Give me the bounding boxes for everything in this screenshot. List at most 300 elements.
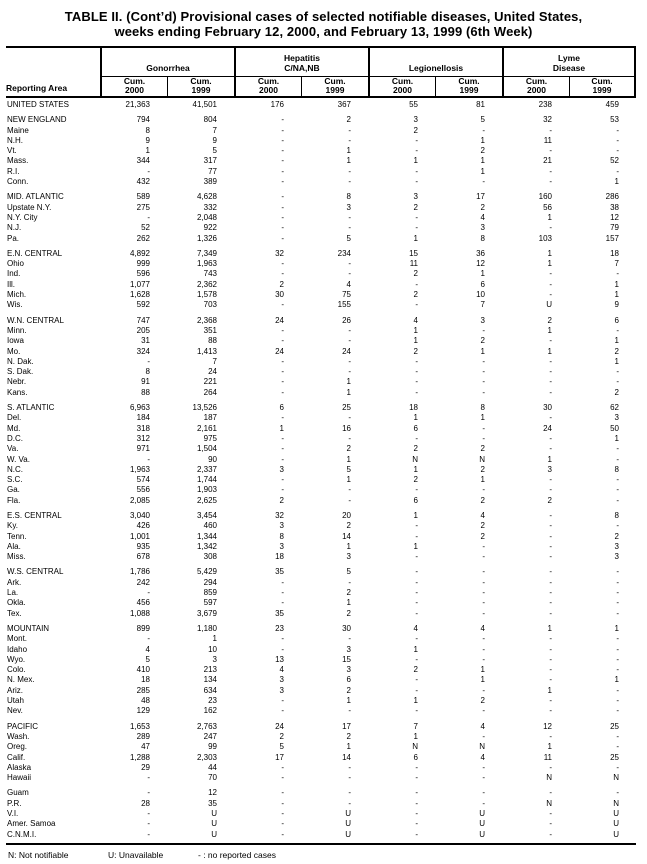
reporting-area-cell: Ark. bbox=[7, 577, 22, 587]
value-cell: - bbox=[415, 654, 418, 664]
column-group-lyme-disease: Lyme Disease bbox=[502, 48, 636, 77]
value-cell: - bbox=[549, 146, 552, 156]
value-cell: - bbox=[549, 433, 552, 443]
reporting-area-cell: Ky. bbox=[7, 521, 18, 531]
value-cell: - bbox=[281, 433, 284, 443]
value-cell: - bbox=[482, 608, 485, 618]
value-cell: 8 bbox=[279, 531, 284, 541]
value-cell: 21,363 bbox=[125, 100, 150, 109]
value-cell: 6 bbox=[279, 403, 284, 413]
value-cell: 32 bbox=[275, 510, 284, 520]
value-cell: - bbox=[482, 367, 485, 377]
value-cell: - bbox=[549, 654, 552, 664]
value-cell: - bbox=[549, 696, 552, 706]
table-row-w-n-central bbox=[6, 316, 636, 326]
table-row-upstate-n-y bbox=[6, 203, 636, 213]
table-row-w-va bbox=[6, 455, 636, 465]
value-cell: - bbox=[549, 387, 552, 397]
value-cell: - bbox=[348, 135, 351, 145]
table-row-vt bbox=[6, 146, 636, 156]
value-cell: 242 bbox=[136, 577, 150, 587]
table-row-ind bbox=[6, 269, 636, 279]
value-cell: 1 bbox=[614, 433, 619, 443]
value-cell: - bbox=[281, 475, 284, 485]
value-cell: 2 bbox=[480, 696, 485, 706]
value-cell: 2 bbox=[346, 731, 351, 741]
value-cell: - bbox=[281, 829, 284, 839]
value-cell: 1,963 bbox=[129, 464, 150, 474]
value-cell: - bbox=[616, 325, 619, 335]
value-cell: 13,526 bbox=[192, 403, 217, 413]
value-cell: - bbox=[281, 125, 284, 135]
value-cell: - bbox=[281, 223, 284, 233]
value-cell: - bbox=[348, 634, 351, 644]
value-cell: - bbox=[549, 290, 552, 300]
value-cell: - bbox=[415, 588, 418, 598]
value-cell: - bbox=[147, 809, 150, 818]
value-cell: 3 bbox=[346, 644, 351, 654]
value-cell: - bbox=[415, 146, 418, 156]
value-cell: 1,077 bbox=[129, 279, 150, 289]
value-cell: - bbox=[348, 367, 351, 377]
value-cell: - bbox=[482, 598, 485, 608]
value-cell: U bbox=[211, 819, 217, 829]
value-cell: 975 bbox=[203, 433, 217, 443]
value-cell: 32 bbox=[543, 115, 552, 125]
value-cell: 2 bbox=[547, 315, 552, 325]
value-cell: 935 bbox=[136, 541, 150, 551]
value-cell: 1,786 bbox=[129, 567, 150, 577]
reporting-area-cell: S.C. bbox=[7, 475, 23, 485]
value-cell: - bbox=[281, 819, 284, 829]
value-cell: 1,744 bbox=[196, 475, 217, 485]
table-row-mont bbox=[6, 634, 636, 644]
value-cell: - bbox=[482, 125, 485, 135]
reporting-area-cell: Ga. bbox=[7, 485, 20, 495]
value-cell: 2 bbox=[480, 531, 485, 541]
table-section bbox=[6, 722, 636, 784]
value-cell: 1 bbox=[212, 634, 217, 644]
table-row-s-atlantic bbox=[6, 403, 636, 413]
value-cell: 5 bbox=[346, 233, 351, 243]
value-cell: 1 bbox=[279, 423, 284, 433]
value-cell: 4 bbox=[480, 721, 485, 731]
value-cell: N bbox=[546, 773, 552, 783]
reporting-area-cell: V.I. bbox=[7, 809, 19, 818]
table-header bbox=[6, 46, 636, 98]
value-cell: - bbox=[415, 377, 418, 387]
reporting-area-cell: Minn. bbox=[7, 325, 27, 335]
value-cell: - bbox=[549, 598, 552, 608]
table-row-hawaii bbox=[6, 773, 636, 783]
value-cell: 589 bbox=[136, 192, 150, 202]
table-row-ill bbox=[6, 280, 636, 290]
table-row-idaho bbox=[6, 645, 636, 655]
value-cell: - bbox=[147, 166, 150, 176]
value-cell: 48 bbox=[141, 696, 150, 706]
value-cell: - bbox=[147, 788, 150, 798]
value-cell: 1,326 bbox=[196, 233, 217, 243]
value-cell: 12 bbox=[476, 259, 485, 269]
value-cell: 18 bbox=[275, 552, 284, 562]
value-cell: - bbox=[549, 475, 552, 485]
value-cell: - bbox=[415, 433, 418, 443]
value-cell: 1 bbox=[547, 454, 552, 464]
value-cell: 456 bbox=[136, 598, 150, 608]
reporting-area-cell: Ala. bbox=[7, 541, 21, 551]
value-cell: 62 bbox=[610, 403, 619, 413]
value-cell: 1 bbox=[413, 336, 418, 346]
value-cell: 1 bbox=[346, 541, 351, 551]
value-cell: U bbox=[613, 829, 619, 839]
value-cell: - bbox=[549, 269, 552, 279]
value-cell: 332 bbox=[203, 202, 217, 212]
value-cell: - bbox=[281, 485, 284, 495]
value-cell: - bbox=[549, 125, 552, 135]
value-cell: - bbox=[415, 598, 418, 608]
value-cell: - bbox=[348, 788, 351, 798]
table-row-minn bbox=[6, 326, 636, 336]
value-cell: 18 bbox=[409, 403, 418, 413]
value-cell: 35 bbox=[275, 567, 284, 577]
value-cell: 5 bbox=[212, 146, 217, 156]
value-cell: 155 bbox=[337, 300, 351, 310]
value-cell: 317 bbox=[203, 156, 217, 166]
value-cell: 17 bbox=[476, 192, 485, 202]
value-cell: 24 bbox=[275, 315, 284, 325]
value-cell: 794 bbox=[136, 115, 150, 125]
value-cell: - bbox=[348, 706, 351, 716]
value-cell: - bbox=[482, 433, 485, 443]
value-cell: - bbox=[281, 146, 284, 156]
value-cell: 88 bbox=[208, 336, 217, 346]
value-cell: 1,344 bbox=[196, 531, 217, 541]
value-cell: - bbox=[147, 212, 150, 222]
table-section bbox=[6, 511, 636, 562]
value-cell: 9 bbox=[614, 300, 619, 310]
value-cell: 1 bbox=[547, 248, 552, 258]
value-cell: 1 bbox=[145, 146, 150, 156]
value-cell: - bbox=[415, 706, 418, 716]
value-cell: U bbox=[479, 809, 485, 818]
reporting-area-cell: NEW ENGLAND bbox=[7, 115, 67, 125]
value-cell: - bbox=[482, 485, 485, 495]
value-cell: - bbox=[616, 166, 619, 176]
value-cell: 2,085 bbox=[129, 495, 150, 505]
value-cell: - bbox=[616, 269, 619, 279]
value-cell: - bbox=[147, 773, 150, 783]
value-cell: 2 bbox=[413, 346, 418, 356]
table-row-c-n-m-i bbox=[6, 830, 636, 840]
reporting-area-cell: Colo. bbox=[7, 665, 26, 675]
table-row-colo bbox=[6, 665, 636, 675]
value-cell: 36 bbox=[476, 248, 485, 258]
value-cell: 426 bbox=[136, 521, 150, 531]
value-cell: 2 bbox=[346, 115, 351, 125]
value-cell: 3 bbox=[279, 675, 284, 685]
value-cell: - bbox=[415, 809, 418, 818]
value-cell: - bbox=[549, 510, 552, 520]
reporting-area-cell: MOUNTAIN bbox=[7, 623, 50, 633]
reporting-area-cell: Kans. bbox=[7, 387, 28, 397]
footnotes bbox=[6, 848, 636, 864]
value-cell: - bbox=[348, 269, 351, 279]
value-cell: - bbox=[281, 788, 284, 798]
value-cell: - bbox=[616, 706, 619, 716]
value-cell: 3 bbox=[413, 192, 418, 202]
value-cell: 1 bbox=[480, 156, 485, 166]
value-cell: 5 bbox=[145, 654, 150, 664]
table-row-w-s-central bbox=[6, 567, 636, 577]
value-cell: - bbox=[415, 387, 418, 397]
value-cell: - bbox=[348, 325, 351, 335]
value-cell: - bbox=[549, 521, 552, 531]
subcolumn-header-6: Cum. 1999 bbox=[435, 77, 502, 96]
value-cell: - bbox=[549, 541, 552, 551]
value-cell: - bbox=[281, 577, 284, 587]
value-cell: 1,903 bbox=[196, 485, 217, 495]
value-cell: - bbox=[147, 454, 150, 464]
value-cell: 11 bbox=[543, 135, 552, 145]
table-row-s-dak bbox=[6, 367, 636, 377]
value-cell: - bbox=[147, 819, 150, 829]
value-cell: 1 bbox=[346, 475, 351, 485]
table-row-guam bbox=[6, 788, 636, 798]
value-cell: 3 bbox=[413, 115, 418, 125]
reporting-area-cell: Ind. bbox=[7, 269, 21, 279]
value-cell: - bbox=[348, 223, 351, 233]
value-cell: 30 bbox=[275, 290, 284, 300]
value-cell: 44 bbox=[208, 762, 217, 772]
table-row-tex bbox=[6, 609, 636, 619]
value-cell: - bbox=[348, 495, 351, 505]
reporting-area-cell: Ill. bbox=[7, 279, 15, 289]
value-cell: U bbox=[345, 809, 351, 818]
value-cell: 2 bbox=[413, 290, 418, 300]
table-row-conn bbox=[6, 177, 636, 187]
value-cell: - bbox=[549, 809, 552, 818]
subcolumn-header-1: Cum. 2000 bbox=[100, 77, 167, 96]
value-cell: 18 bbox=[610, 248, 619, 258]
value-cell: - bbox=[281, 325, 284, 335]
value-cell: 25 bbox=[342, 403, 351, 413]
value-cell: 3,679 bbox=[196, 608, 217, 618]
value-cell: 1 bbox=[413, 731, 418, 741]
value-cell: - bbox=[415, 773, 418, 783]
value-cell: 3 bbox=[614, 552, 619, 562]
value-cell: - bbox=[415, 634, 418, 644]
reporting-area-cell: Conn. bbox=[7, 177, 29, 187]
value-cell: 1,628 bbox=[129, 290, 150, 300]
table-row-wash bbox=[6, 732, 636, 742]
value-cell: 2 bbox=[279, 495, 284, 505]
value-cell: 804 bbox=[203, 115, 217, 125]
value-cell: - bbox=[415, 552, 418, 562]
value-cell: 275 bbox=[136, 202, 150, 212]
table-row-maine bbox=[6, 126, 636, 136]
value-cell: - bbox=[549, 413, 552, 423]
value-cell: 1 bbox=[346, 387, 351, 397]
value-cell: 12 bbox=[208, 788, 217, 798]
reporting-area-cell: Hawaii bbox=[7, 773, 32, 783]
table-row-mich bbox=[6, 290, 636, 300]
reporting-area-cell: Tex. bbox=[7, 608, 22, 618]
value-cell: - bbox=[415, 762, 418, 772]
value-cell: - bbox=[281, 798, 284, 808]
value-cell: - bbox=[482, 567, 485, 577]
table-row-e-s-central bbox=[6, 511, 636, 521]
value-cell: 56 bbox=[543, 202, 552, 212]
value-cell: 1 bbox=[614, 336, 619, 346]
value-cell: - bbox=[415, 279, 418, 289]
table-row-amer-samoa bbox=[6, 819, 636, 829]
value-cell: 1 bbox=[547, 346, 552, 356]
value-cell: - bbox=[482, 788, 485, 798]
value-cell: U bbox=[211, 829, 217, 839]
value-cell: - bbox=[348, 356, 351, 366]
reporting-area-cell: La. bbox=[7, 588, 19, 598]
value-cell: 21 bbox=[543, 156, 552, 166]
value-cell: - bbox=[281, 300, 284, 310]
value-cell: 3 bbox=[547, 464, 552, 474]
value-cell: 2 bbox=[614, 531, 619, 541]
value-cell: 3 bbox=[346, 552, 351, 562]
value-cell: 1 bbox=[480, 665, 485, 675]
value-cell: 8 bbox=[480, 233, 485, 243]
value-cell: 247 bbox=[203, 731, 217, 741]
value-cell: 999 bbox=[136, 259, 150, 269]
value-cell: N bbox=[479, 454, 485, 464]
reporting-area-cell: Nebr. bbox=[7, 377, 27, 387]
value-cell: 2,337 bbox=[196, 464, 217, 474]
value-cell: 1 bbox=[480, 166, 485, 176]
table-row-la bbox=[6, 588, 636, 598]
value-cell: - bbox=[549, 336, 552, 346]
reporting-area-cell: Mass. bbox=[7, 156, 29, 166]
value-cell: 1 bbox=[413, 325, 418, 335]
value-cell: - bbox=[616, 135, 619, 145]
reporting-area-cell: MID. ATLANTIC bbox=[7, 192, 64, 202]
reporting-area-cell: Iowa bbox=[7, 336, 24, 346]
table-row-pacific bbox=[6, 722, 636, 732]
table-row-wis bbox=[6, 300, 636, 310]
value-cell: - bbox=[281, 762, 284, 772]
value-cell: 10 bbox=[476, 290, 485, 300]
value-cell: 25 bbox=[610, 752, 619, 762]
value-cell: - bbox=[348, 125, 351, 135]
value-cell: 2 bbox=[413, 444, 418, 454]
value-cell: - bbox=[549, 279, 552, 289]
value-cell: 24 bbox=[208, 367, 217, 377]
table-title-line2: weeks ending February 12, 2000, and February 13, 1999 (6th Week) bbox=[114, 24, 533, 39]
reporting-area-cell: Md. bbox=[7, 423, 21, 433]
value-cell: - bbox=[281, 192, 284, 202]
value-cell: - bbox=[415, 829, 418, 839]
table-row-mid-atlantic bbox=[6, 192, 636, 202]
table-section bbox=[6, 316, 636, 398]
subcolumn-header-4: Cum. 1999 bbox=[301, 77, 368, 96]
value-cell: 160 bbox=[538, 192, 552, 202]
value-cell: 1 bbox=[346, 156, 351, 166]
value-cell: 1 bbox=[614, 279, 619, 289]
value-cell: - bbox=[415, 166, 418, 176]
value-cell: - bbox=[415, 608, 418, 618]
value-cell: - bbox=[281, 156, 284, 166]
value-cell: 2 bbox=[614, 387, 619, 397]
table-row-nebr bbox=[6, 377, 636, 387]
value-cell: - bbox=[616, 788, 619, 798]
value-cell: 2 bbox=[547, 495, 552, 505]
value-cell: - bbox=[281, 598, 284, 608]
value-cell: 1 bbox=[480, 346, 485, 356]
value-cell: 2 bbox=[480, 444, 485, 454]
value-cell: - bbox=[616, 654, 619, 664]
value-cell: 3,040 bbox=[129, 510, 150, 520]
value-cell: 324 bbox=[136, 346, 150, 356]
subcolumn-header-5: Cum. 2000 bbox=[368, 77, 435, 96]
value-cell: 53 bbox=[610, 115, 619, 125]
value-cell: - bbox=[281, 115, 284, 125]
table-row-d-c bbox=[6, 434, 636, 444]
value-cell: 13 bbox=[275, 654, 284, 664]
value-cell: - bbox=[415, 223, 418, 233]
value-cell: 91 bbox=[141, 377, 150, 387]
value-cell: 2 bbox=[614, 346, 619, 356]
value-cell: 318 bbox=[136, 423, 150, 433]
value-cell: 2,048 bbox=[196, 212, 217, 222]
value-cell: 81 bbox=[476, 100, 485, 109]
value-cell: 88 bbox=[141, 387, 150, 397]
value-cell: U bbox=[345, 819, 351, 829]
value-cell: 1 bbox=[614, 356, 619, 366]
value-cell: 25 bbox=[610, 721, 619, 731]
value-cell: 3 bbox=[279, 464, 284, 474]
value-cell: - bbox=[616, 577, 619, 587]
value-cell: N bbox=[613, 773, 619, 783]
value-cell: - bbox=[482, 634, 485, 644]
value-cell: 3 bbox=[212, 654, 217, 664]
value-cell: U bbox=[479, 829, 485, 839]
table-row-md bbox=[6, 424, 636, 434]
value-cell: 11 bbox=[409, 259, 418, 269]
value-cell: - bbox=[616, 367, 619, 377]
value-cell: 3,454 bbox=[196, 510, 217, 520]
value-cell: 2 bbox=[480, 464, 485, 474]
value-cell: 70 bbox=[208, 773, 217, 783]
value-cell: 1 bbox=[346, 146, 351, 156]
table-row-nev bbox=[6, 706, 636, 716]
value-cell: 2 bbox=[413, 665, 418, 675]
value-cell: 264 bbox=[203, 387, 217, 397]
value-cell: - bbox=[281, 377, 284, 387]
table-section bbox=[6, 403, 636, 506]
value-cell: - bbox=[281, 177, 284, 187]
value-cell: - bbox=[147, 356, 150, 366]
reporting-area-cell: Maine bbox=[7, 125, 29, 135]
value-cell: - bbox=[549, 552, 552, 562]
value-cell: 1 bbox=[547, 685, 552, 695]
value-cell: - bbox=[482, 423, 485, 433]
reporting-area-cell: Fla. bbox=[7, 495, 21, 505]
column-group-hepatitis-c-na-nb: Hepatitis C/NA,NB bbox=[234, 48, 368, 77]
value-cell: 2,625 bbox=[196, 495, 217, 505]
value-cell: 1 bbox=[346, 598, 351, 608]
value-cell: - bbox=[348, 259, 351, 269]
value-cell: 8 bbox=[145, 125, 150, 135]
table-title-line1: TABLE II. (Cont’d) Provisional cases of selected notifiable diseases, United States, bbox=[64, 9, 583, 24]
value-cell: 2 bbox=[480, 521, 485, 531]
value-cell: 1,088 bbox=[129, 608, 150, 618]
